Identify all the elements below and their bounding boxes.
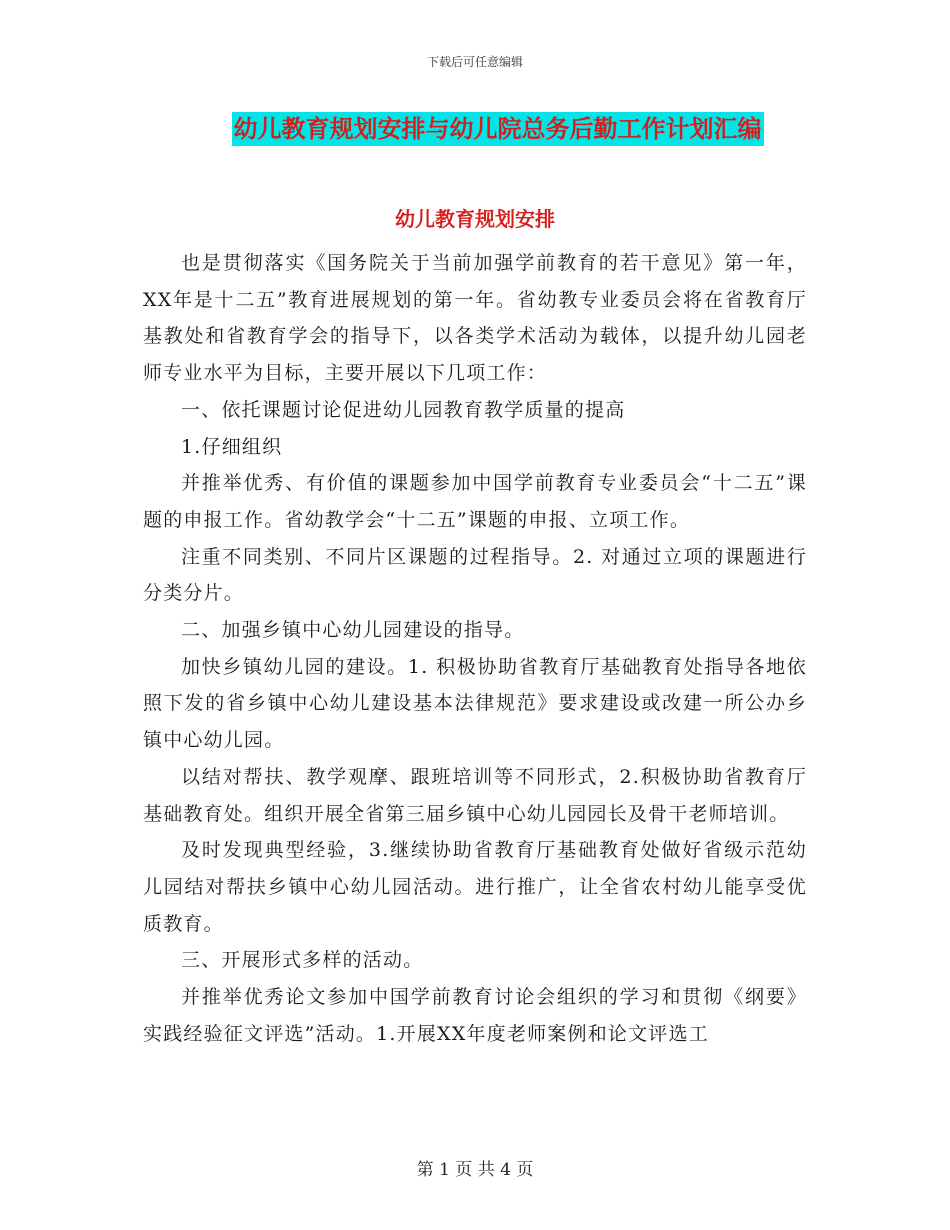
page-number: 第 1 页 共 4 页 — [416, 1160, 534, 1180]
paragraph: 及时发现典型经验，3.继续协助省教育厅基础教育处做好省级示范幼儿园结对帮扶乡镇中心幼儿园活动。进行推广，让全省农村幼儿能享受优质教育。 — [143, 839, 807, 935]
paragraph: 1.仔细组织 — [181, 435, 283, 458]
paragraph: 也是贯彻落实《国务院关于当前加强学前教育的若干意见》第一年，XX年是十二五”教育进展规划的第一年。省幼教专业委员会将在省教育厅基教处和省教育学会的指导下，以各类学术活动为载体，以提升幼儿园老师专业水平为目标，主要开展以下几项工作： — [143, 252, 807, 385]
paragraph: 注重不同类别、不同片区课题的过程指导。2. 对通过立项的课题进行分类分片。 — [143, 545, 807, 605]
document-title-text: 幼儿教育规划安排与幼儿院总务后勤工作计划汇编 — [232, 112, 764, 146]
paragraph: 二、加强乡镇中心幼儿园建设的指导。 — [181, 619, 525, 642]
paragraph: 加快乡镇幼儿园的建设。1. 积极协助省教育厅基础教育处指导各地依照下发的省乡镇中心幼儿建设基本法律规范》要求建设或改建一所公办乡镇中心幼儿园。 — [143, 655, 807, 752]
paragraph: 并推举优秀论文参加中国学前教育讨论会组织的学习和贯彻《纲要》实践经验征文评选”活动。1.开展XX年度老师案例和论文评选工 — [143, 986, 807, 1045]
paragraph: 三、开展形式多样的活动。 — [181, 949, 424, 972]
document-title — [0, 112, 950, 146]
paragraph: 一、依托课题讨论促进幼儿园教育教学质量的提高 — [181, 398, 626, 421]
header-note: 下载后可任意编辑 — [426, 55, 523, 69]
document-body — [143, 245, 807, 1052]
paragraph: 并推举优秀、有价值的课题参加中国学前教育专业委员会“十二五”课题的申报工作。省幼教学会“十二五”课题的申报、立项工作。 — [143, 472, 807, 531]
section-title: 幼儿教育规划安排 — [395, 207, 555, 231]
paragraph: 以结对帮扶、教学观摩、跟班培训等不同形式，2.积极协助省教育厅基础教育处。组织开展全省第三届乡镇中心幼儿园园长及骨干老师培训。 — [143, 765, 807, 825]
